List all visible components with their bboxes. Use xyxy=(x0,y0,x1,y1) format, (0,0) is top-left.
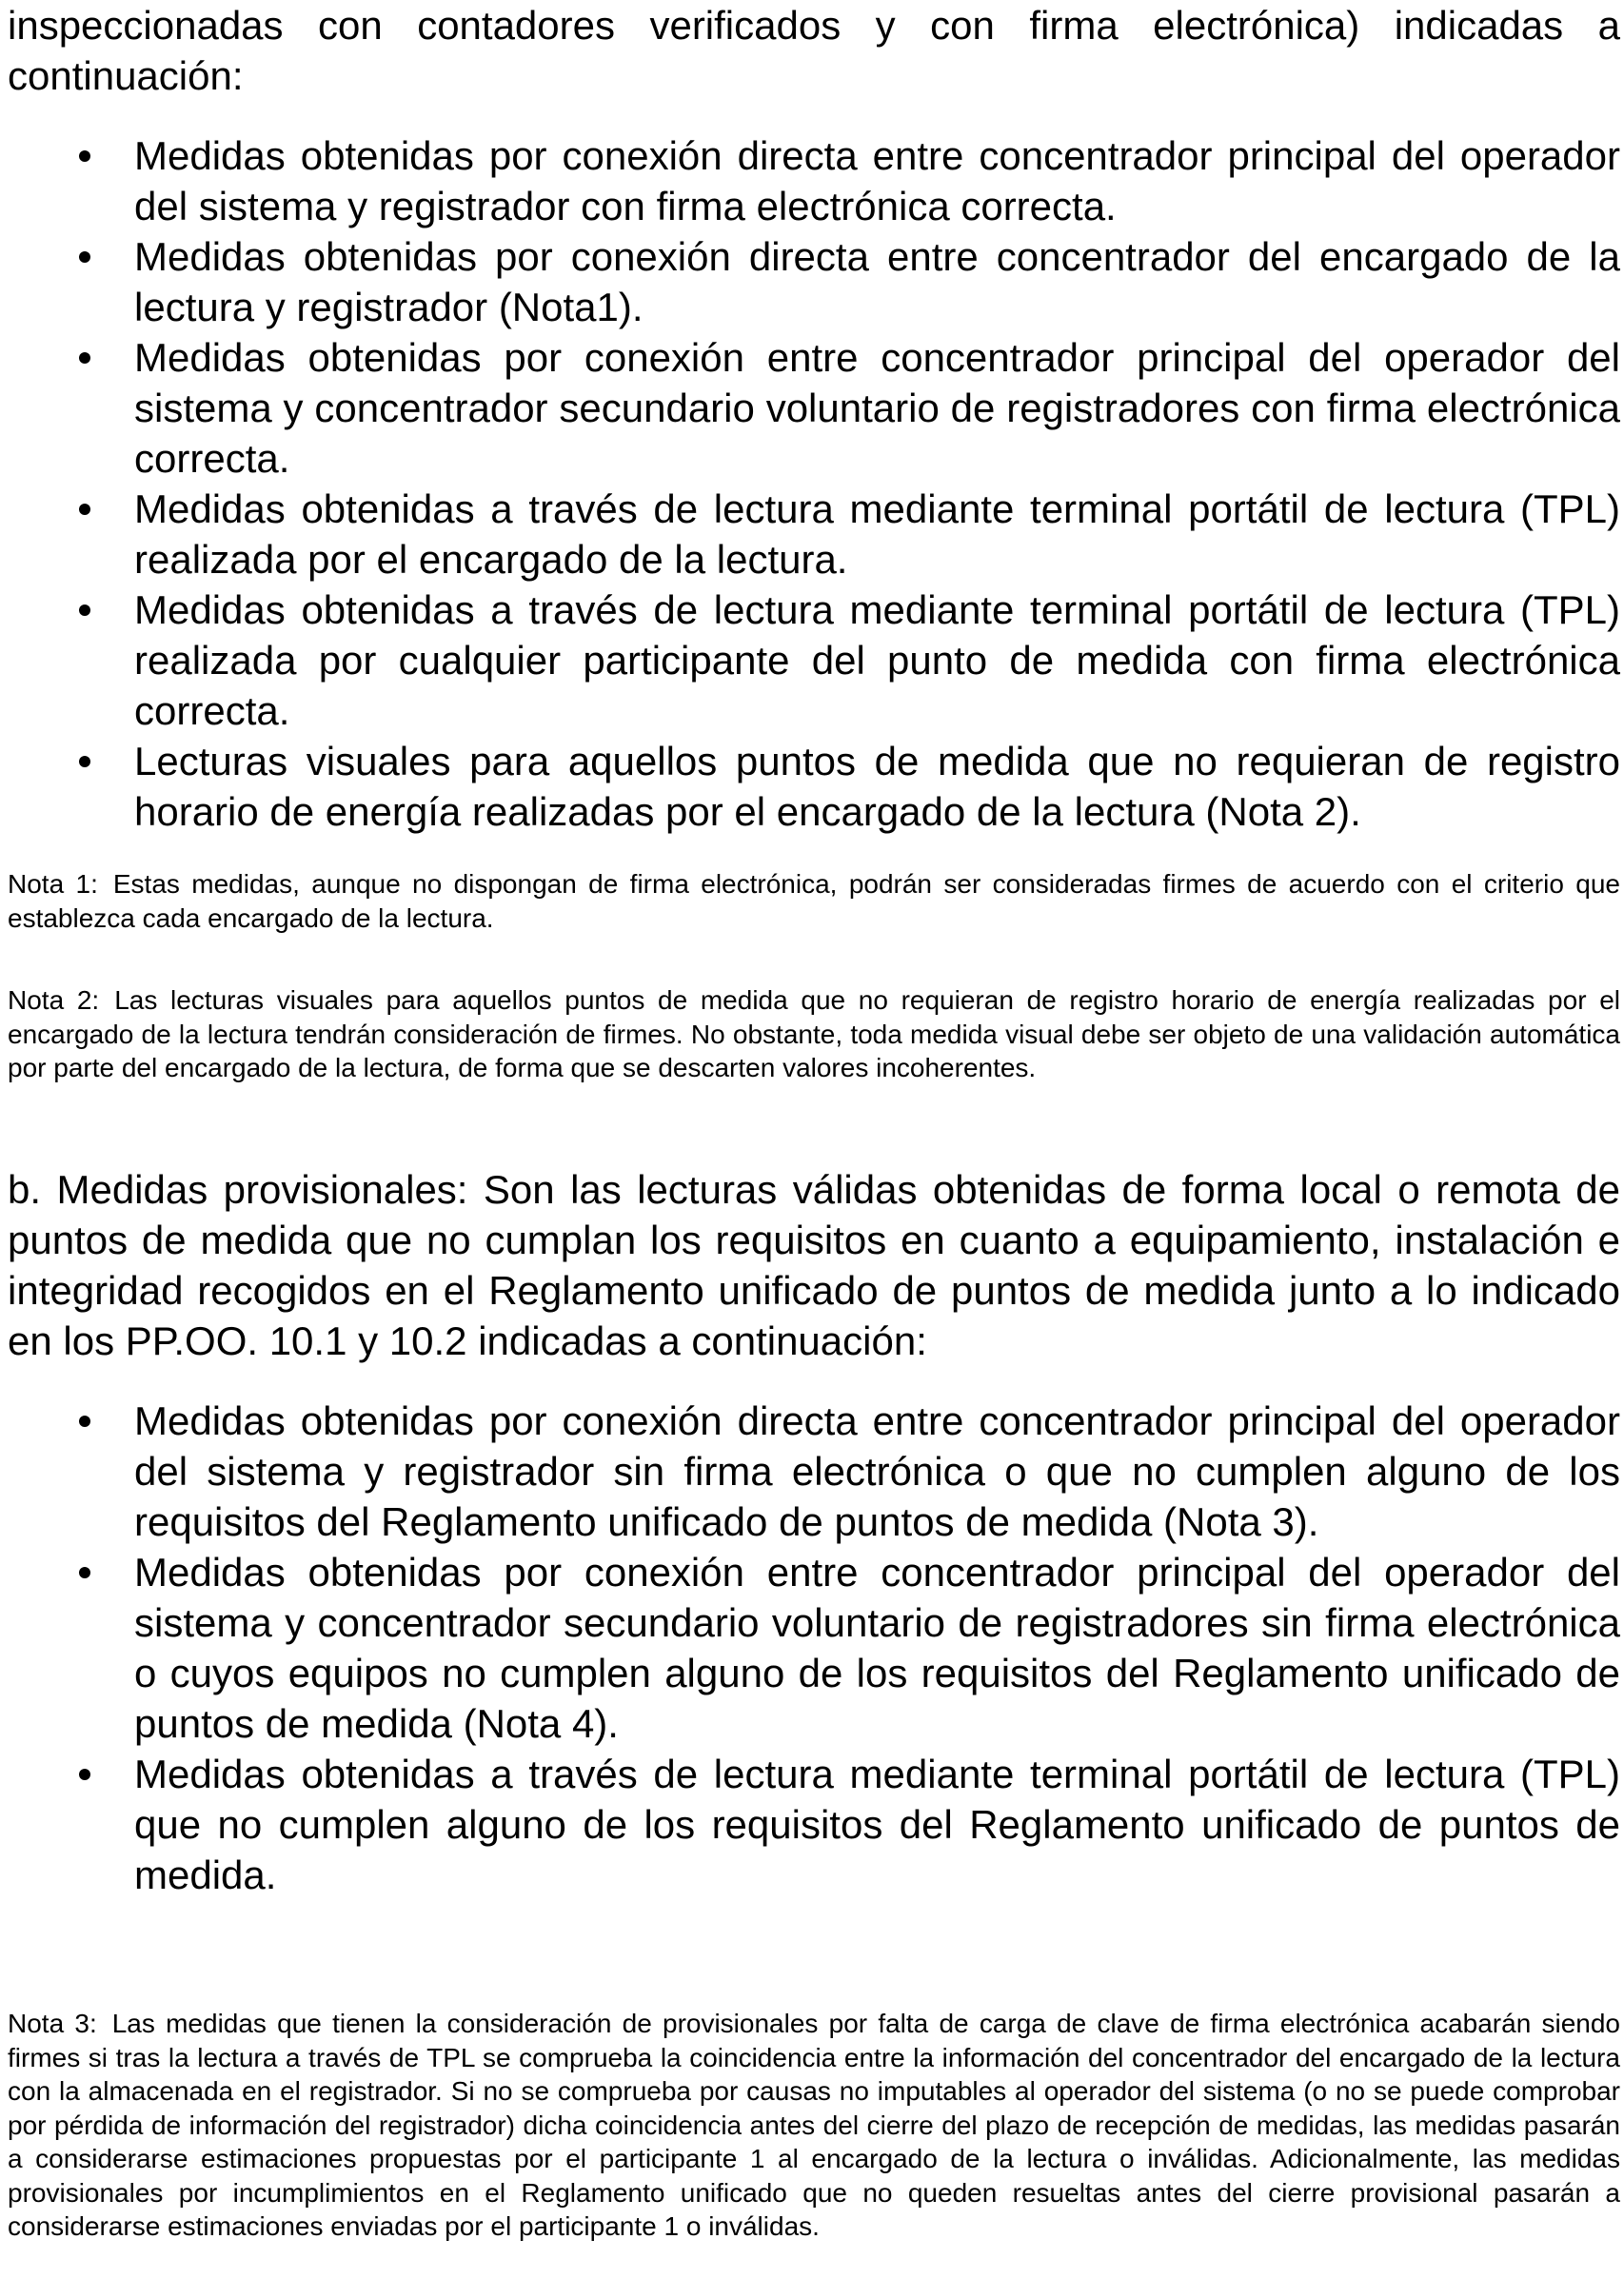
note-text: Las medidas que tienen la consideración de provisionales por falta de carga de clave de firma electrónica acabarán siendo firmes si tras la lectura a través de TPL se comprueba la coincidencia entre la información del concentrador del encargado de la lectura con la almacenada en el registrador. Si no se comprueba por causas no imputables al operador del sistema (o no se puede comprobar por pérdida de información del registrador) dicha coincidencia antes del cierre del plazo de recepción de medidas, las medidas pasarán a considerarse estimaciones propuestas por el participante 1 al encargado de la lectura o inválidas. Adicionalmente, las medidas provisionales por incumplimientos en el Reglamento unificado que no queden resueltas antes del cierre provisional pasarán a considerarse estimaciones enviadas por el participante 1 o inválidas. xyxy=(8,2009,1620,2241)
list-item-text: Medidas obtenidas a través de lectura mediante terminal portátil de lectura (TPL) realizada por cualquier participante del punto de medida con firma electrónica correcta. xyxy=(134,587,1620,733)
list-item-text: Medidas obtenidas por conexión entre concentrador principal del operador del sistema y concentrador secundario voluntario de registradores sin firma electrónica o cuyos equipos no cumplen alguno de los requisitos del Reglamento unificado de puntos de medida (Nota 4). xyxy=(134,1550,1620,1746)
list-item-text: Medidas obtenidas por conexión directa entre concentrador principal del operador del sistema y registrador sin firma electrónica o que no cumplen alguno de los requisitos del Reglamento unificado de puntos de medida (Nota 3). xyxy=(134,1398,1620,1544)
list-item-text: Medidas obtenidas a través de lectura mediante terminal portátil de lectura (TPL) realizada por el encargado de la lectura. xyxy=(134,486,1620,582)
note-3 xyxy=(8,2007,1620,2244)
bullet-icon xyxy=(79,604,90,616)
bullet-icon xyxy=(79,1567,90,1578)
list-item xyxy=(0,1749,1624,1900)
bullet-icon xyxy=(79,1769,90,1780)
list-item xyxy=(0,332,1624,484)
list-item xyxy=(0,130,1624,231)
list-item xyxy=(0,736,1624,837)
list-a xyxy=(0,130,1624,837)
note-label: Nota 2: xyxy=(8,985,100,1015)
bullet-icon xyxy=(79,251,90,263)
list-item xyxy=(0,231,1624,332)
bullet-icon xyxy=(79,1416,90,1427)
list-item xyxy=(0,484,1624,585)
section-b-paragraph: b. Medidas provisionales: Son las lecturas válidas obtenidas de forma local o remota de puntos de medida que no cumplan los requisitos en cuanto a equipamiento, instalación e integridad recogidos en el Reglamento unificado de puntos de medida junto a lo indicado en los PP.OO. 10.1 y 10.2 indicadas a continuación: xyxy=(8,1167,1620,1363)
bullet-icon xyxy=(79,756,90,767)
note-text: Las lecturas visuales para aquellos puntos de medida que no requieran de registro horario de energía realizadas por el encargado de la lectura tendrán consideración de firmes. No obstante, toda medida visual debe ser objeto de una validación automática por parte del encargado de la lectura, de forma que se descarten valores incoherentes. xyxy=(8,985,1621,1082)
list-item xyxy=(0,1396,1624,1547)
list-item-text: Medidas obtenidas por conexión directa entre concentrador del encargado de la lectura y registrador (Nota1). xyxy=(134,234,1620,329)
list-item xyxy=(0,1547,1624,1749)
list-item-text: Lecturas visuales para aquellos puntos de medida que no requieran de registro horario de energía realizadas por el encargado de la lectura (Nota 2). xyxy=(134,739,1620,834)
note-2 xyxy=(8,983,1620,1085)
list-item xyxy=(0,585,1624,736)
intro-paragraph: inspeccionadas con contadores verificados y con firma electrónica) indicadas a continuación: xyxy=(8,3,1620,98)
note-text: Estas medidas, aunque no dispongan de firma electrónica, podrán ser consideradas firmes de acuerdo con el criterio que establezca cada encargado de la lectura. xyxy=(8,869,1620,933)
bullet-icon xyxy=(79,150,90,162)
note-label: Nota 3: xyxy=(8,2009,97,2038)
list-b xyxy=(0,1396,1624,1900)
note-label: Nota 1: xyxy=(8,869,98,899)
list-item-text: Medidas obtenidas a través de lectura mediante terminal portátil de lectura (TPL) que no cumplen alguno de los requisitos del Reglamento unificado de puntos de medida. xyxy=(134,1752,1620,1897)
list-item-text: Medidas obtenidas por conexión directa entre concentrador principal del operador del sistema y registrador con firma electrónica correcta. xyxy=(134,133,1620,228)
list-item-text: Medidas obtenidas por conexión entre concentrador principal del operador del sistema y concentrador secundario voluntario de registradores con firma electrónica correcta. xyxy=(134,335,1620,481)
bullet-icon xyxy=(79,352,90,364)
bullet-icon xyxy=(79,504,90,515)
note-1 xyxy=(8,867,1620,935)
